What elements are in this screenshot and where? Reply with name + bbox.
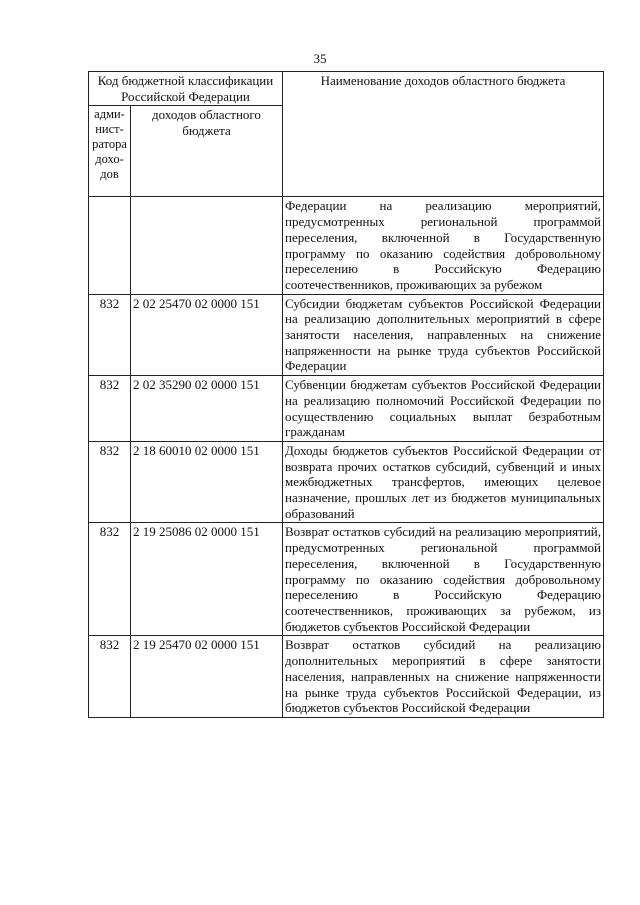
row-admin-code: 832	[89, 523, 131, 636]
row-admin-code: 832	[89, 636, 131, 718]
row-income-name: Субвенции бюджетам субъектов Российской Федерации на реализацию полномочий Российской Федерации по осуществлению социальных выплат безработным гражданам	[283, 376, 604, 442]
header-regional-income: доходов областного бюджета	[131, 106, 283, 197]
row-admin-code: 832	[89, 376, 131, 442]
row-income-name: Федерации на реализацию мероприятий, предусмотренных региональной программой переселения, включенной в Государственную программу по оказанию содействия добровольному переселению в Российскую Федерацию соотечественников, проживающих за рубежом	[283, 197, 604, 294]
row-income-name: Субсидии бюджетам субъектов Российской Федерации на реализацию дополнительных мероприятий в сфере занятости населения, направленных на снижение напряженности на рынке труда субъектов Российской Федерации	[283, 294, 604, 376]
table-row	[89, 197, 604, 294]
row-income-name: Возврат остатков субсидий на реализацию дополнительных мероприятий в сфере занятости населения, направленных на снижение напряженности на рынке труда субъектов Российской Федерации, из бюджетов субъектов Российской Федерации	[283, 636, 604, 718]
row-classification-code: 2 19 25086 02 0000 151	[131, 523, 283, 636]
table-row	[89, 441, 604, 523]
header-row-group	[89, 72, 604, 106]
row-classification-code	[131, 197, 283, 294]
table-row	[89, 376, 604, 442]
header-administrator: адми-нист-ратора дохо-дов	[89, 106, 131, 197]
row-income-name: Возврат остатков субсидий на реализацию мероприятий, предусмотренных региональной программой переселения, включенной в Государственную программу по оказанию содействия добровольному переселению в Российскую Федерацию соотечественников, проживающих за рубежом, из бюджетов субъектов Российской Федерации	[283, 523, 604, 636]
row-classification-code: 2 02 25470 02 0000 151	[131, 294, 283, 376]
table-row	[89, 636, 604, 718]
row-classification-code: 2 19 25470 02 0000 151	[131, 636, 283, 718]
page-number: 35	[313, 51, 327, 66]
row-admin-code: 832	[89, 441, 131, 523]
table-row	[89, 523, 604, 636]
row-admin-code: 832	[89, 294, 131, 376]
row-classification-code: 2 02 35290 02 0000 151	[131, 376, 283, 442]
table-row	[89, 294, 604, 376]
header-income-name: Наименование доходов областного бюджета	[283, 72, 604, 197]
budget-classification-table	[88, 71, 604, 718]
row-admin-code	[89, 197, 131, 294]
row-classification-code: 2 18 60010 02 0000 151	[131, 441, 283, 523]
row-income-name: Доходы бюджетов субъектов Российской Федерации от возврата прочих остатков субсидий, субвенций и иных межбюджетных трансфертов, имеющих целевое назначение, прошлых лет из бюджетов муниципальных образований	[283, 441, 604, 523]
header-budget-classification-code: Код бюджетной классификации Российской Федерации	[89, 72, 283, 106]
